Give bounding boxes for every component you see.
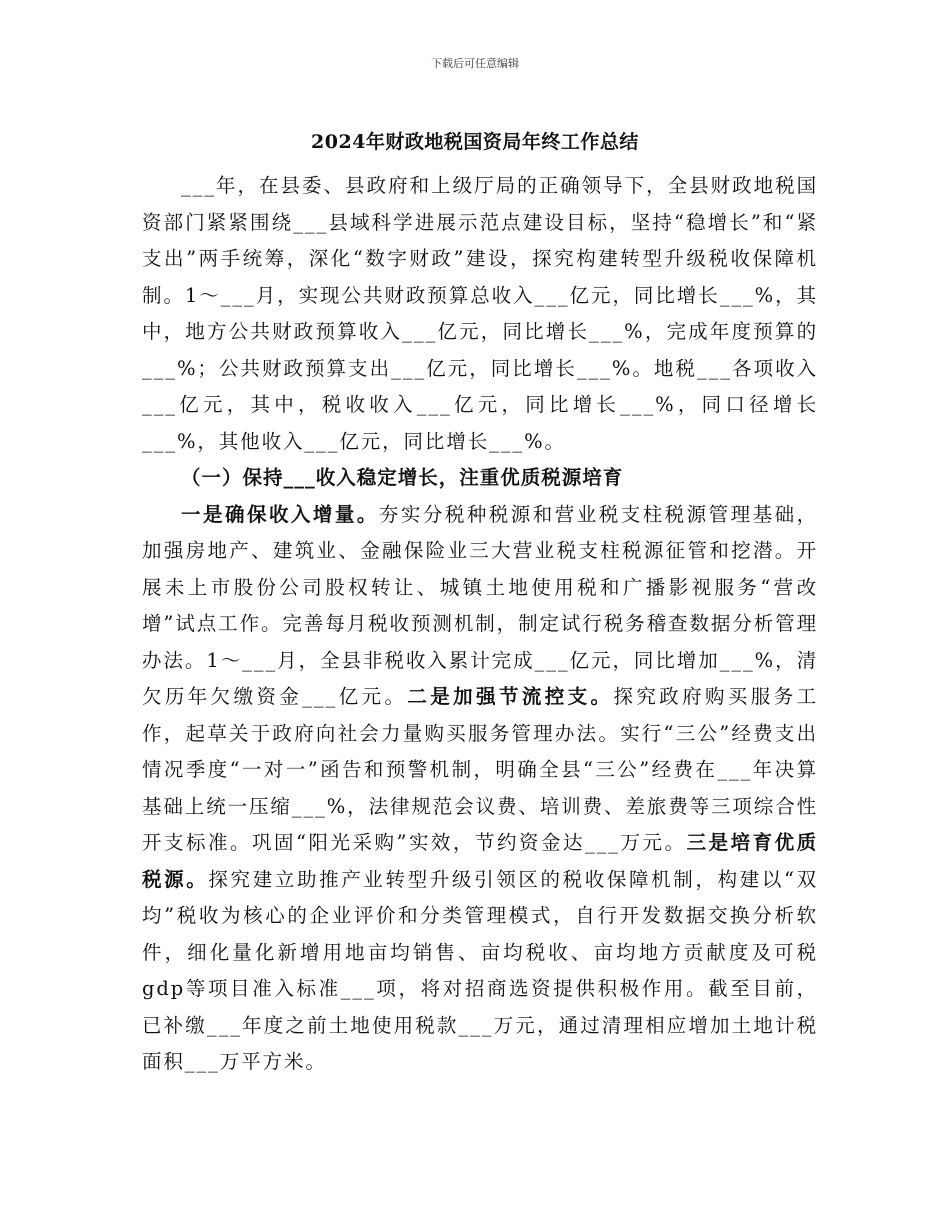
intro-paragraph: ___年，在县委、县政府和上级厅局的正确领导下，全县财政地税国资部门紧紧围绕___县域科学进展示范点建设目标，坚持“稳增长”和“紧支出”两手统筹，深化“数字财政”建设，探究构建转型升级税收保障机制。1～___月，实现公共财政预算总收入___亿元，同比增长___%，其中，地方公共财政预算收入___亿元，同比增长___%，完成年度预算的___%；公共财政预算支出___亿元，同比增长___%。地税___各项收入___亿元，其中，税收收入___亿元，同比增长___%，同口径增长___%，其他收入___亿元，同比增长___%。 [142, 174, 818, 453]
point1-title: 一是确保收入增量。 [181, 502, 379, 526]
header-note: 下载后可任意编辑 [431, 57, 519, 70]
point2-title: 二是加强节流控支。 [407, 685, 614, 708]
point2-text: 探究政府购买服务工作，起草关于政府向社会力量购买服务管理办法。实行“三公”经费支出情况季度“一对一”函告和预警机制，明确全县“三公”经费在___年决算基础上统一压缩___%，法律规范会议费、培训费、差旅费等三项综合性开支标准。巩固“阳光采购”实效，节约资金达___万元。 [142, 685, 818, 854]
document-title: 2024年财政地税国资局年终工作总结 [311, 131, 639, 153]
section-heading: （一）保持___收入稳定增长，注重优质税源培育 [181, 466, 624, 489]
point3-text: 探究建立助推产业转型升级引领区的税收保障机制，构建以“双均”税收为核心的企业评价和分类管理模式，自行开发数据交换分析软件，细化量化新增用地亩均销售、亩均税收、亩均地方贡献度及可税gdp等项目准入标准___项，将对招商选资提供积极作用。截至目前，已补缴___年度之前土地使用税款___万元，通过清理相应增加土地计税面积___万平方米。 [142, 867, 819, 1073]
section-paragraph [142, 497, 818, 1081]
document-body [142, 168, 818, 1081]
point1-text: 夯实分税种税源和营业税支柱税源管理基础，加强房地产、建筑业、金融保险业三大营业税支柱税源征管和挖潜。开展未上市股份公司股权转让、城镇土地使用税和广播影视服务“营改增”试点工作。完善每月税收预测机制，制定试行税务稽查数据分析管理办法。1～___月，全县非税收入累计完成___亿元，同比增加___%，清欠历年欠缴资金___亿元。 [142, 502, 818, 708]
point3-title: 三是培育优质税源。 [142, 831, 818, 891]
